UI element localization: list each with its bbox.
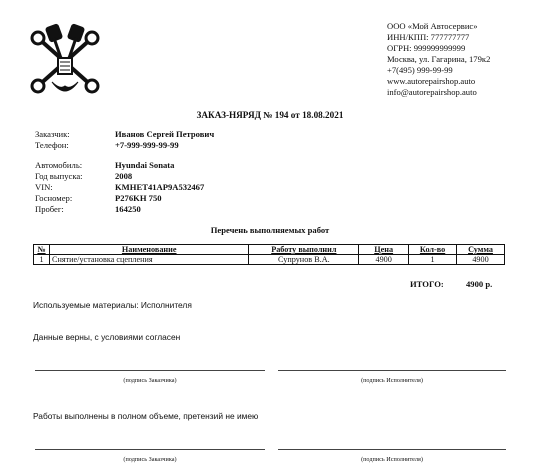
- mileage-label: Пробег:: [35, 204, 64, 214]
- works-table: [33, 244, 505, 265]
- company-site: www.autorepairshop.auto: [387, 76, 476, 86]
- vin-value: KMHET41AP9A532467: [115, 182, 205, 192]
- plate-value: P276KH 750: [115, 193, 162, 203]
- car-label: Автомобиль:: [35, 160, 83, 170]
- company-info: [387, 21, 490, 98]
- col-price-header: Цена: [359, 245, 409, 255]
- year-value: 2008: [115, 171, 133, 181]
- total-value: 4900 р.: [466, 279, 493, 289]
- executor-signature-line-2[interactable]: [278, 449, 506, 450]
- vin-label: VIN:: [35, 182, 53, 192]
- col-quantity-header: Кол-во: [409, 245, 457, 255]
- customer-signature-line-2[interactable]: [35, 449, 265, 450]
- company-name: ООО «Мой Автосервис»: [387, 21, 478, 31]
- completion-text: Работы выполнены в полном объеме, претензий не имею: [33, 411, 259, 421]
- works-header-row: [34, 245, 505, 255]
- agreement-text: Данные верны, с условиями согласен: [33, 332, 181, 342]
- col-sum-header: Сумма: [457, 245, 505, 255]
- company-phone: +7(495) 999-99-99: [387, 65, 453, 75]
- cell-name: Снятие/установка сцепления: [49, 255, 248, 265]
- company-address: Москва, ул. Гагарина, 179к2: [387, 54, 491, 64]
- phone-value: +7-999-999-99-99: [115, 140, 179, 150]
- materials-text: Используемые материалы: Исполнителя: [33, 300, 192, 310]
- col-executor-header: Работу выполнил: [249, 245, 359, 255]
- company-email: info@autorepairshop.auto: [387, 87, 477, 97]
- customer-signature-caption: (подпись Заказчика): [123, 377, 177, 384]
- executor-signature-caption: (подпись Исполнителя): [361, 377, 423, 384]
- table-row: [34, 255, 505, 265]
- phone-label: Телефон:: [35, 140, 69, 150]
- cell-quantity: 1: [409, 255, 457, 265]
- year-label: Год выпуска:: [35, 171, 83, 181]
- executor-signature-line[interactable]: [278, 370, 506, 371]
- works-title: Перечень выполняемых работ: [210, 225, 330, 235]
- col-name-header: Наименование: [49, 245, 248, 255]
- customer-signature-caption-2: (подпись Заказчика): [123, 456, 177, 463]
- order-title: ЗАКАЗ-НЯРЯД № 194 от 18.08.2021: [196, 110, 344, 120]
- total-label: ИТОГО:: [410, 279, 444, 289]
- company-inn: ИНН/КПП: 777777777: [387, 32, 470, 42]
- customer-label: Заказчик:: [35, 129, 70, 139]
- executor-signature-caption-2: (подпись Исполнителя): [361, 456, 423, 463]
- cell-number: 1: [34, 255, 50, 265]
- plate-label: Госномер:: [35, 193, 73, 203]
- auto-service-logo-icon: [30, 20, 100, 100]
- car-value: Hyundai Sonata: [115, 160, 175, 170]
- customer-signature-line[interactable]: [35, 370, 265, 371]
- cell-executor: Супрунов В.А.: [249, 255, 359, 265]
- cell-sum: 4900: [457, 255, 505, 265]
- mileage-value: 164250: [115, 204, 141, 214]
- customer-value: Иванов Сергей Петрович: [115, 129, 215, 139]
- cell-price: 4900: [359, 255, 409, 265]
- company-ogrn: ОГРН: 999999999999: [387, 43, 466, 53]
- col-number-header: №: [34, 245, 50, 255]
